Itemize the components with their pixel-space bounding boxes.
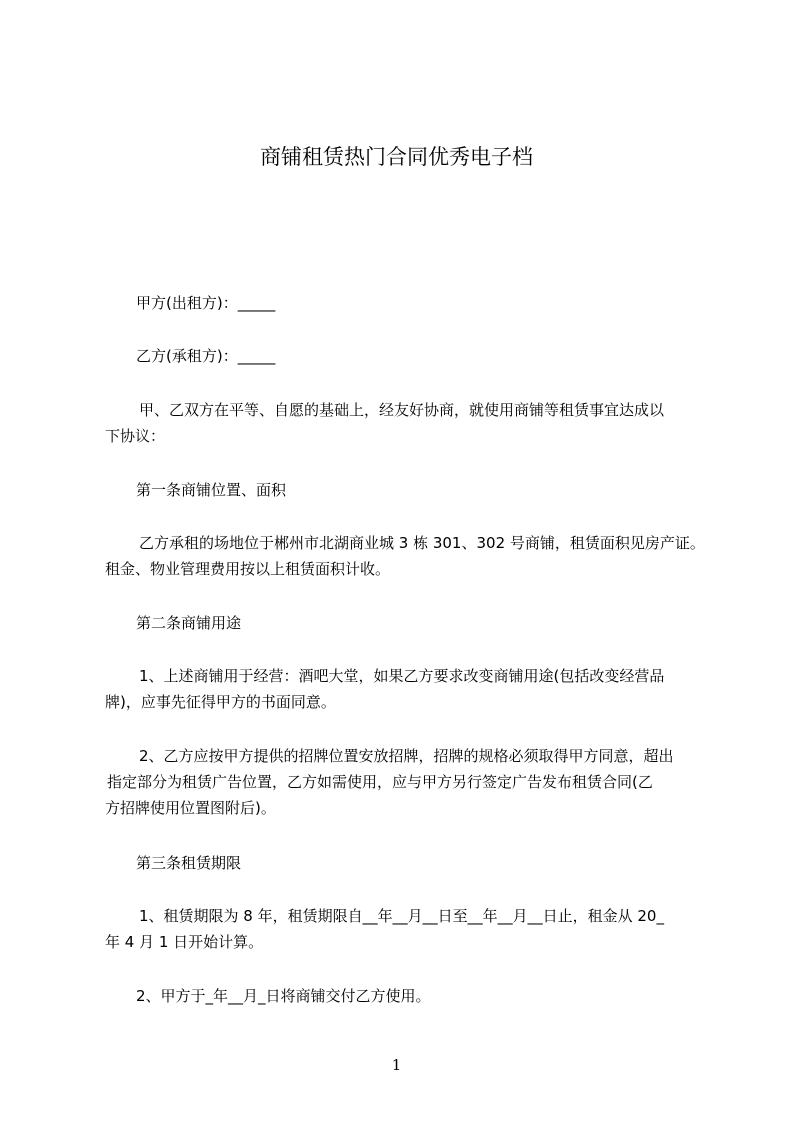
article-1-heading-text: 第一条商铺位置、面积	[136, 481, 287, 499]
article-2-item-2-line-1: 2、乙方应按甲方提供的招牌位置安放招牌，招牌的规格必须取得甲方同意，超出	[139, 747, 674, 765]
article-3-item-1-line-1: 1、租赁期限为 8 年，租赁期限自__年__月__日至__年__月__日止，租金从 20_	[139, 907, 664, 925]
article-3-item-2-text: 2、甲方于_年__月_日将商铺交付乙方使用。	[136, 987, 431, 1005]
article-3-heading-text: 第三条租赁期限	[136, 854, 242, 872]
intro-line-1: 甲、乙双方在平等、自愿的基础上，经友好协商，就使用商铺等租赁事宜达成以	[139, 401, 665, 419]
document-title: 商铺租赁热门合同优秀电子档	[260, 145, 533, 169]
party-a-text: 甲方(出租方)：_____	[136, 294, 276, 312]
article-2-item-1-line-1: 1、上述商铺用于经营：酒吧大堂，如果乙方要求改变商铺用途(包括改变经营品	[139, 667, 665, 685]
page-number: 1	[391, 1056, 402, 1074]
article-1-body-line-1: 乙方承租的场地位于郴州市北湖商业城 3 栋 301、302 号商铺，租赁面积见房产证。	[139, 534, 705, 552]
article-2-item-2-line-3: 方招牌使用位置图附后)。	[105, 799, 276, 817]
intro-line-2: 下协议：	[105, 427, 166, 445]
party-b-text: 乙方(承租方)：_____	[136, 347, 276, 365]
article-3-item-1-line-2: 年 4 月 1 日开始计算。	[105, 933, 264, 951]
article-2-item-1-line-2: 牌)，应事先征得甲方的书面同意。	[105, 693, 336, 711]
article-2-heading-text: 第二条商铺用途	[136, 614, 242, 632]
article-2-item-2-line-2: 指定部分为租赁广告位置，乙方如需使用，应与甲方另行签定广告发布租赁合同(乙	[107, 773, 653, 791]
article-1-body-line-2: 租金、物业管理费用按以上租赁面积计收。	[105, 560, 391, 578]
